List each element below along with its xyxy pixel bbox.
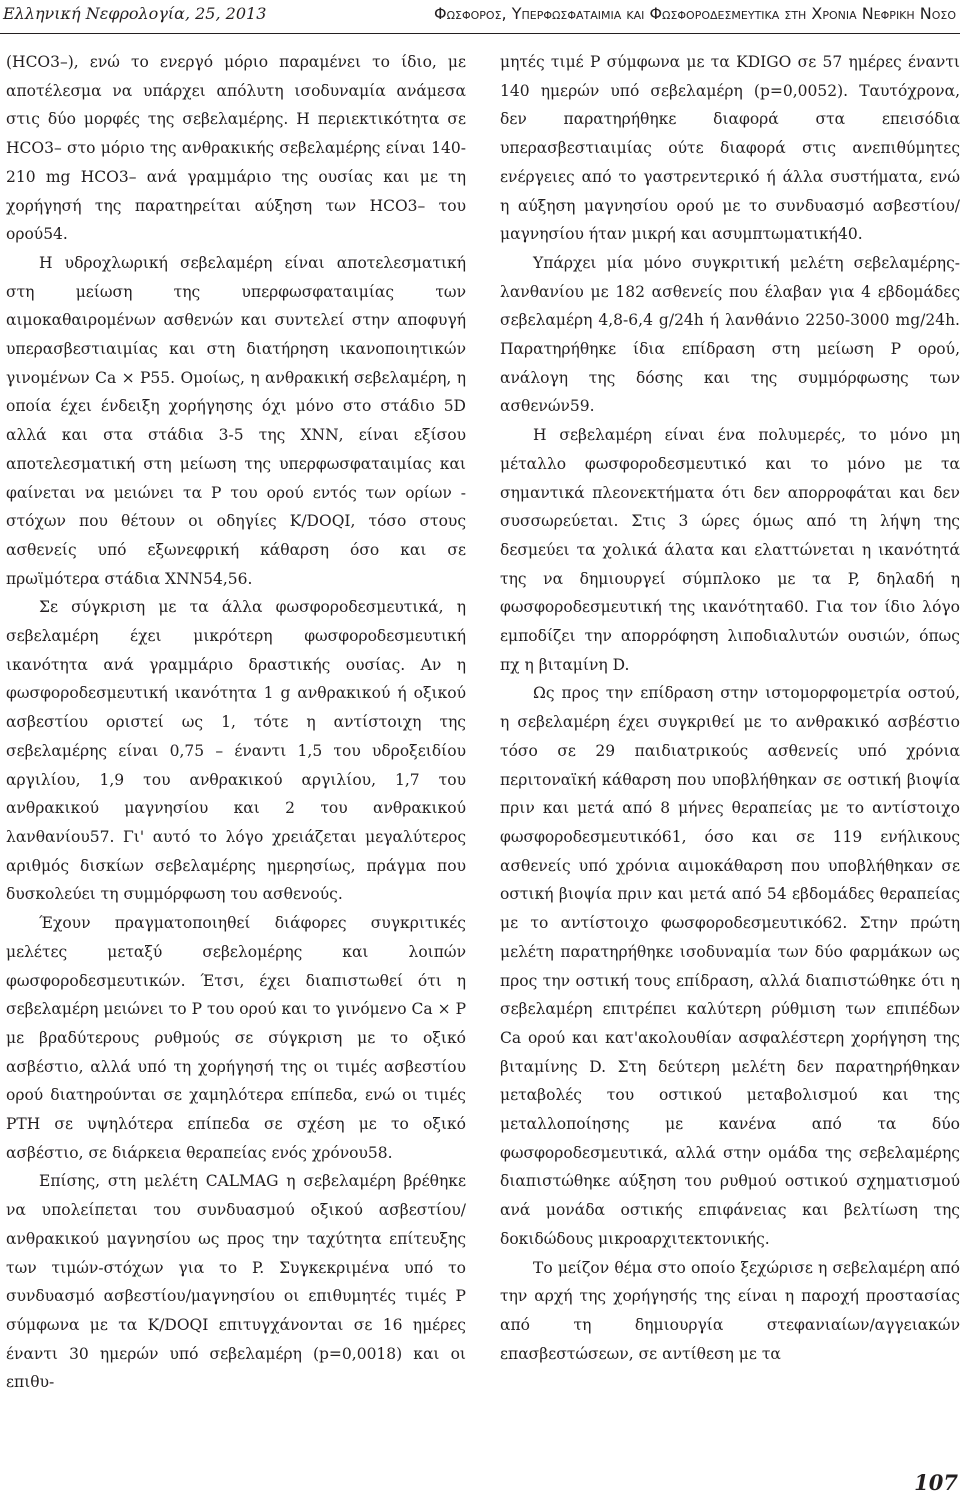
- paragraph: μητές τιμέ P σύμφωνα με τα KDIGO σε 57 ημέρες έναντι 140 ημερών υπό σεβελαμέρη (p=0,0052). Ταυτόχρονα, δεν παρατηρήθηκε διαφορά στα επεισόδια υπερασβεστιαιμίας ούτε διαφορά στις ανεπιθύμητες ενέργειες από το γαστρεντερικό ή άλλα συστήματα, ενώ η αύξηση μαγνησίου ορού με το συνδυασμό ασβεστίου/μαγνησίου ήταν μικρή και ασυμπτωματική40.: [500, 53, 960, 244]
- paragraph: Υπάρχει μία μόνο συγκριτική μελέτη σεβελαμέρης-λανθανίου με 182 ασθενείς που έλαβαν για 4 εβδομάδες σεβελαμέρη 4,8-6,4 g/24h ή λανθάνιο 2250-3000 mg/24h. Παρατηρήθηκε ίδια επίδραση στη μείωση P ορού, ανάλογη της δόσης και της συμμόρφωσης των ασθενών59.: [500, 253, 960, 416]
- paragraph: Ως προς την επίδραση στην ιστομορφομετρία οστού, η σεβελαμέρη έχει συγκριθεί με το ανθρακικό ασβέστιο τόσο σε 29 παιδιατρικούς ασθενείς υπό χρόνια περιτοναϊκή κάθαρση που υποβλήθηκαν σε οστική βιοψία πριν και μετά από 8 μήνες θεραπείας με το αντίστοιχο φωσφοροδεσμευτικό61, όσο και σε 119 ενήλικους ασθενείς υπό χρόνια αιμοκάθαρση που υποβλήθηκαν σε οστική βιοψία πριν και μετά από 54 εβδομάδες θεραπείας με το αντίστοιχο φωσφοροδεσμευτικό62. Στην πρώτη μελέτη παρατηρήθηκε ισοδυναμία των δύο φαρμάκων ως προς την οστική τους επίδραση, αλλά διαπιστώθηκε ότι η σεβελαμέρη επιτρέπει καλύτερη ρύθμιση των επιπέδων Ca ορού και κατ'ακολουθίαν ασφαλέστερη χορήγηση της βιταμίνης D. Στη δεύτερη μελέτη δεν παρατηρήθηκαν μεταβολές του οστικού μεταβολισμού και της μεταλλοποίησης με κανένα από τα δύο φωσφοροδεσμευτικά, αλλά στην ομάδα της σεβελαμέρης διαπιστώθηκε αύξηση του ρυθμού οστικού σχηματισμού ανά μονάδα οστικής επιφάνειας και βελτίωση της δοκιδώδους μικροαρχιτεκτονικής.: [500, 684, 960, 1248]
- paragraph: Επίσης, στη μελέτη CALMAG η σεβελαμέρη βρέθηκε να υπολείπεται του συνδυασμού οξικού ασβεστίου/ανθρακικού μαγνησίου ως προς την ταχύτητα επίτευξης των τιμών-στόχων για το P. Συγκεκριμένα υπό το συνδυασμό ασβεστίου/μαγνησίου οι επιθυμητές τιμές P σύμφωνα με τα K/DOQI επιτυγχάνονται σε 16 ημέρες έναντι 30 ημερών υπό σεβελαμέρη (p=0,0018) και οι επιθυ-: [6, 1172, 466, 1392]
- running-title: Φωσφορος, Υπερφωσφαταιμια και Φωσφοροδεσμευτικα στη Χρονια Νεφρικη Νοσο: [434, 4, 956, 23]
- paragraph: Σε σύγκριση με τα άλλα φωσφοροδεσμευτικά, η σεβελαμέρη έχει μικρότερη φωσφοροδεσμευτική ικανότητα ανά γραμμάριο δραστικής ουσίας. Αν η φωσφοροδεσμευτική ικανότητα 1 g ανθρακικού ή οξικού ασβεστίου οριστεί ως 1, τότε η αντίστοιχη της σεβελαμέρης είναι 0,75 – έναντι 1,5 του υδροξειδίου αργιλίου, 1,9 του ανθρακικού αργιλίου, 1,7 του ανθρακικού μαγνησίου και 2 του ανθρακικού λανθανίου57. Γι' αυτό το λόγο χρειάζεται μεγαλύτερος αριθμός δισκίων σεβελαμέρης ημερησίως, πράγμα που δυσκολεύει τη συμμόρφωση του ασθενούς.: [6, 598, 466, 904]
- paragraph: Η υδροχλωρική σεβελαμέρη είναι αποτελεσματική στη μείωση της υπερφωσφαταιμίας των αιμοκαθαιρομένων ασθενών και συντελεί στην αποφυγή υπερασβεστιαιμίας και στη διατήρηση ικανοποιητικών γινομένων Ca × P55. Ομοίως, η ανθρακική σεβελαμέρη, η οποία έχει ένδειξη χορήγησης όχι μόνο στο στάδιο 5D αλλά και στα στάδια 3-5 της ΧΝΝ, είναι εξίσου αποτελεσματική στη μείωση της υπερφωσφαταιμίας και φαίνεται να μειώνει τα P του ορού εντός των ορίων - στόχων που θέτουν οι οδηγίες K/DOQI, τόσο στους ασθενείς υπό εξωνεφρική κάθαρση όσο και σε πρωϊμότερα στάδια ΧΝΝ54,56.: [6, 253, 466, 588]
- paragraph: Έχουν πραγματοποιηθεί διάφορες συγκριτικές μελέτες μεταξύ σεβελομέρης και λοιπών φωσφοροδεσμευτικών. Έτσι, έχει διαπιστωθεί ότι η σεβελαμέρη μειώνει το P του ορού και το γινόμενο Ca × P με βραδύτερους ρυθμούς σε σύγκριση με το οξικό ασβέστιο, αλλά υπό τη χορήγησή της οι τιμές ασβεστίου ορού διατηρούνται σε χαμηλότερα επίπεδα, ενώ οι τιμές PTH σε υψηλότερα επίπεδα σε σχέση με το οξικό ασβέστιο, σε διάρκεια θεραπείας ενός χρόνου58.: [6, 914, 466, 1162]
- page-header: [0, 0, 960, 34]
- paragraph: Η σεβελαμέρη είναι ένα πολυμερές, το μόνο μη μέταλλο φωσφοροδεσμευτικό και το μόνο με τα σημαντικά πλεονεκτήματα ότι δεν απορροφάται και δεν συσσωρεύεται. Στις 3 ώρες όμως από τη λήψη της δεσμεύει τα χολικά άλατα και ελαττώνεται η ικανότητά της να δημιουργεί σύμπλοκο με τα P, δηλαδή η φωσφοροδεσμευτική της ικανότητα60. Για τον ίδιο λόγο εμποδίζει την απορρόφηση λιποδιαλυτών ουσιών, όπως πχ η βιταμίνη D.: [500, 426, 960, 674]
- left-column: [6, 48, 466, 1397]
- page-number: 107: [914, 1470, 958, 1495]
- paragraph: (HCO3–), ενώ το ενεργό μόριο παραμένει το ίδιο, με αποτέλεσμα να υπάρχει απόλυτη ισοδυναμία ανάμεσα στις δύο μορφές της σεβελαμέρης. Η περιεκτικότητα σε HCO3– στο μόριο της ανθρακικής σεβελαμέρης είναι 140-210 mg HCO3– ανά γραμμάριο της ουσίας και με τη χορήγησή της παρατηρείται αύξηση των HCO3– του ορού54.: [6, 53, 466, 244]
- journal-citation: Ελληνική Νεφρολογία, 25, 2013: [3, 4, 267, 23]
- paragraph: Το μείζον θέμα στο οποίο ξεχώρισε η σεβελαμέρη από την αρχή της χορήγησής της είναι η παροχή προστασίας από τη δημιουργία στεφανιαίων/αγγειακών επασβεστώσεων, σε αντίθεση με τα: [500, 1258, 960, 1363]
- right-column: [500, 48, 960, 1368]
